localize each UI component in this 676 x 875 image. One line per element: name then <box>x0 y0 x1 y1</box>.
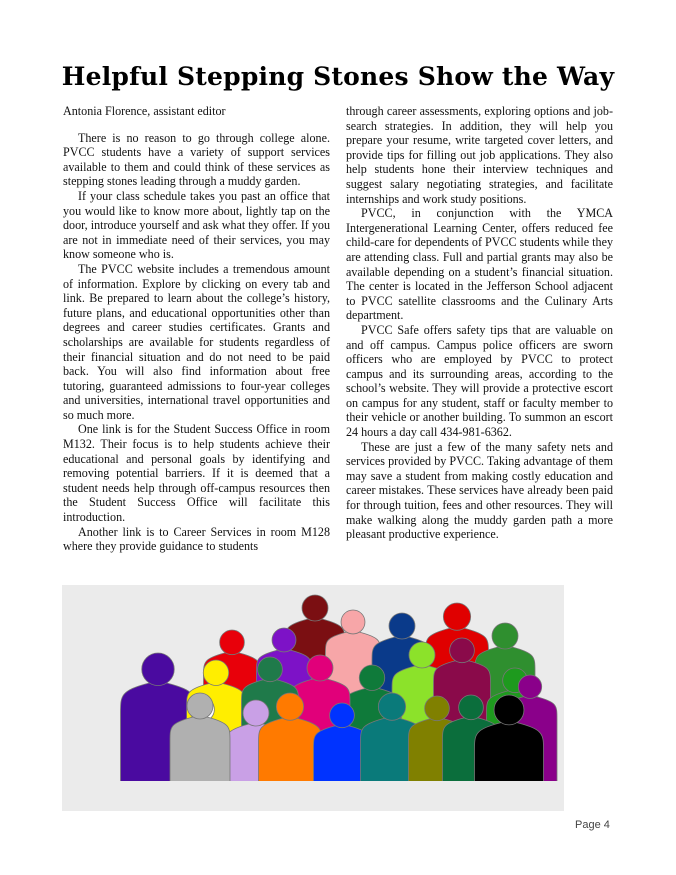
body-paragraph: Another link is to Career Services in room M128 where they provide guidance to students <box>63 524 330 554</box>
body-paragraph: One link is for the Student Success Office in room M132. Their focus is to help students achieve their educational and personal goals by identifying and removing potential barriers. If it is deemed that a student needs help through off-campus resources then the Student Success Office will facilitate this introduction. <box>63 422 330 525</box>
body-paragraph: PVCC Safe offers safety tips that are valuable on and off campus. Campus police officers are sworn officers who are employed by PVCC to protect campus and its surrounding areas, according to the school’s website. They will provide a protective escort on campus for any student, staff or faculty member to their vehicle or another building. To summon an escort 24 hours a day call 434-981-6362. <box>346 322 613 440</box>
body-paragraph: If your class schedule takes you past an office that you would like to know more about, lightly tap on the door, introduce yourself and ask what they offer. If you are not in immediate need of their services, you may know someone who is. <box>63 188 330 262</box>
people-silhouettes-icon <box>62 585 564 811</box>
body-paragraph: There is no reason to go through college alone. PVCC students have a variety of support services available to them and could think of these services as stepping stones leading through a muddy garden. <box>63 130 330 189</box>
body-paragraph: These are just a few of the many safety nets and services provided by PVCC. Taking advantage of them may save a student from making costly education and career mistakes. These services have already been paid for through tuition, fees and other resources. They will make walking along the muddy garden path a more pleasant productive experience. <box>346 439 613 542</box>
left-column <box>63 104 330 554</box>
page-number: Page 4 <box>575 819 610 831</box>
right-column <box>346 104 613 542</box>
crowd-illustration <box>62 585 564 811</box>
body-paragraph: PVCC, in conjunction with the YMCA Intergenerational Learning Center, offers reduced fee child-care for dependents of PVCC students while they are attending class. Full and partial grants may also be available depending on a student’s financial situation. The center is located in the Jefferson School adjacent to PVCC satellite classrooms and the Culinary Arts department. <box>346 206 614 323</box>
body-paragraph: The PVCC website includes a tremendous amount of information. Explore by clicking on every tab and link. Be prepared to learn about the college’s history, future plans, and educational opportunities other than degrees and career studies certificates. Grants and scholarships are available for students regardless of their financial situation and do not need to be paid back. You will also find information about free tutoring, guaranteed admissions to four-year colleges and universities, international travel opportunities and so much more. <box>63 261 330 422</box>
byline: Antonia Florence, assistant editor <box>63 104 226 118</box>
illustration-floor <box>62 781 564 811</box>
body-paragraph: through career assessments, exploring options and job-search strategies. In addition, they will help you prepare your resume, write targeted cover letters, and provide tips for filling out job applications. They also help students hone their interview techniques and suggest salary negotiating strategies, and facilitate internships and work study positions. <box>346 104 613 206</box>
article-title: Helpful Stepping Stones Show the Way <box>61 62 615 91</box>
